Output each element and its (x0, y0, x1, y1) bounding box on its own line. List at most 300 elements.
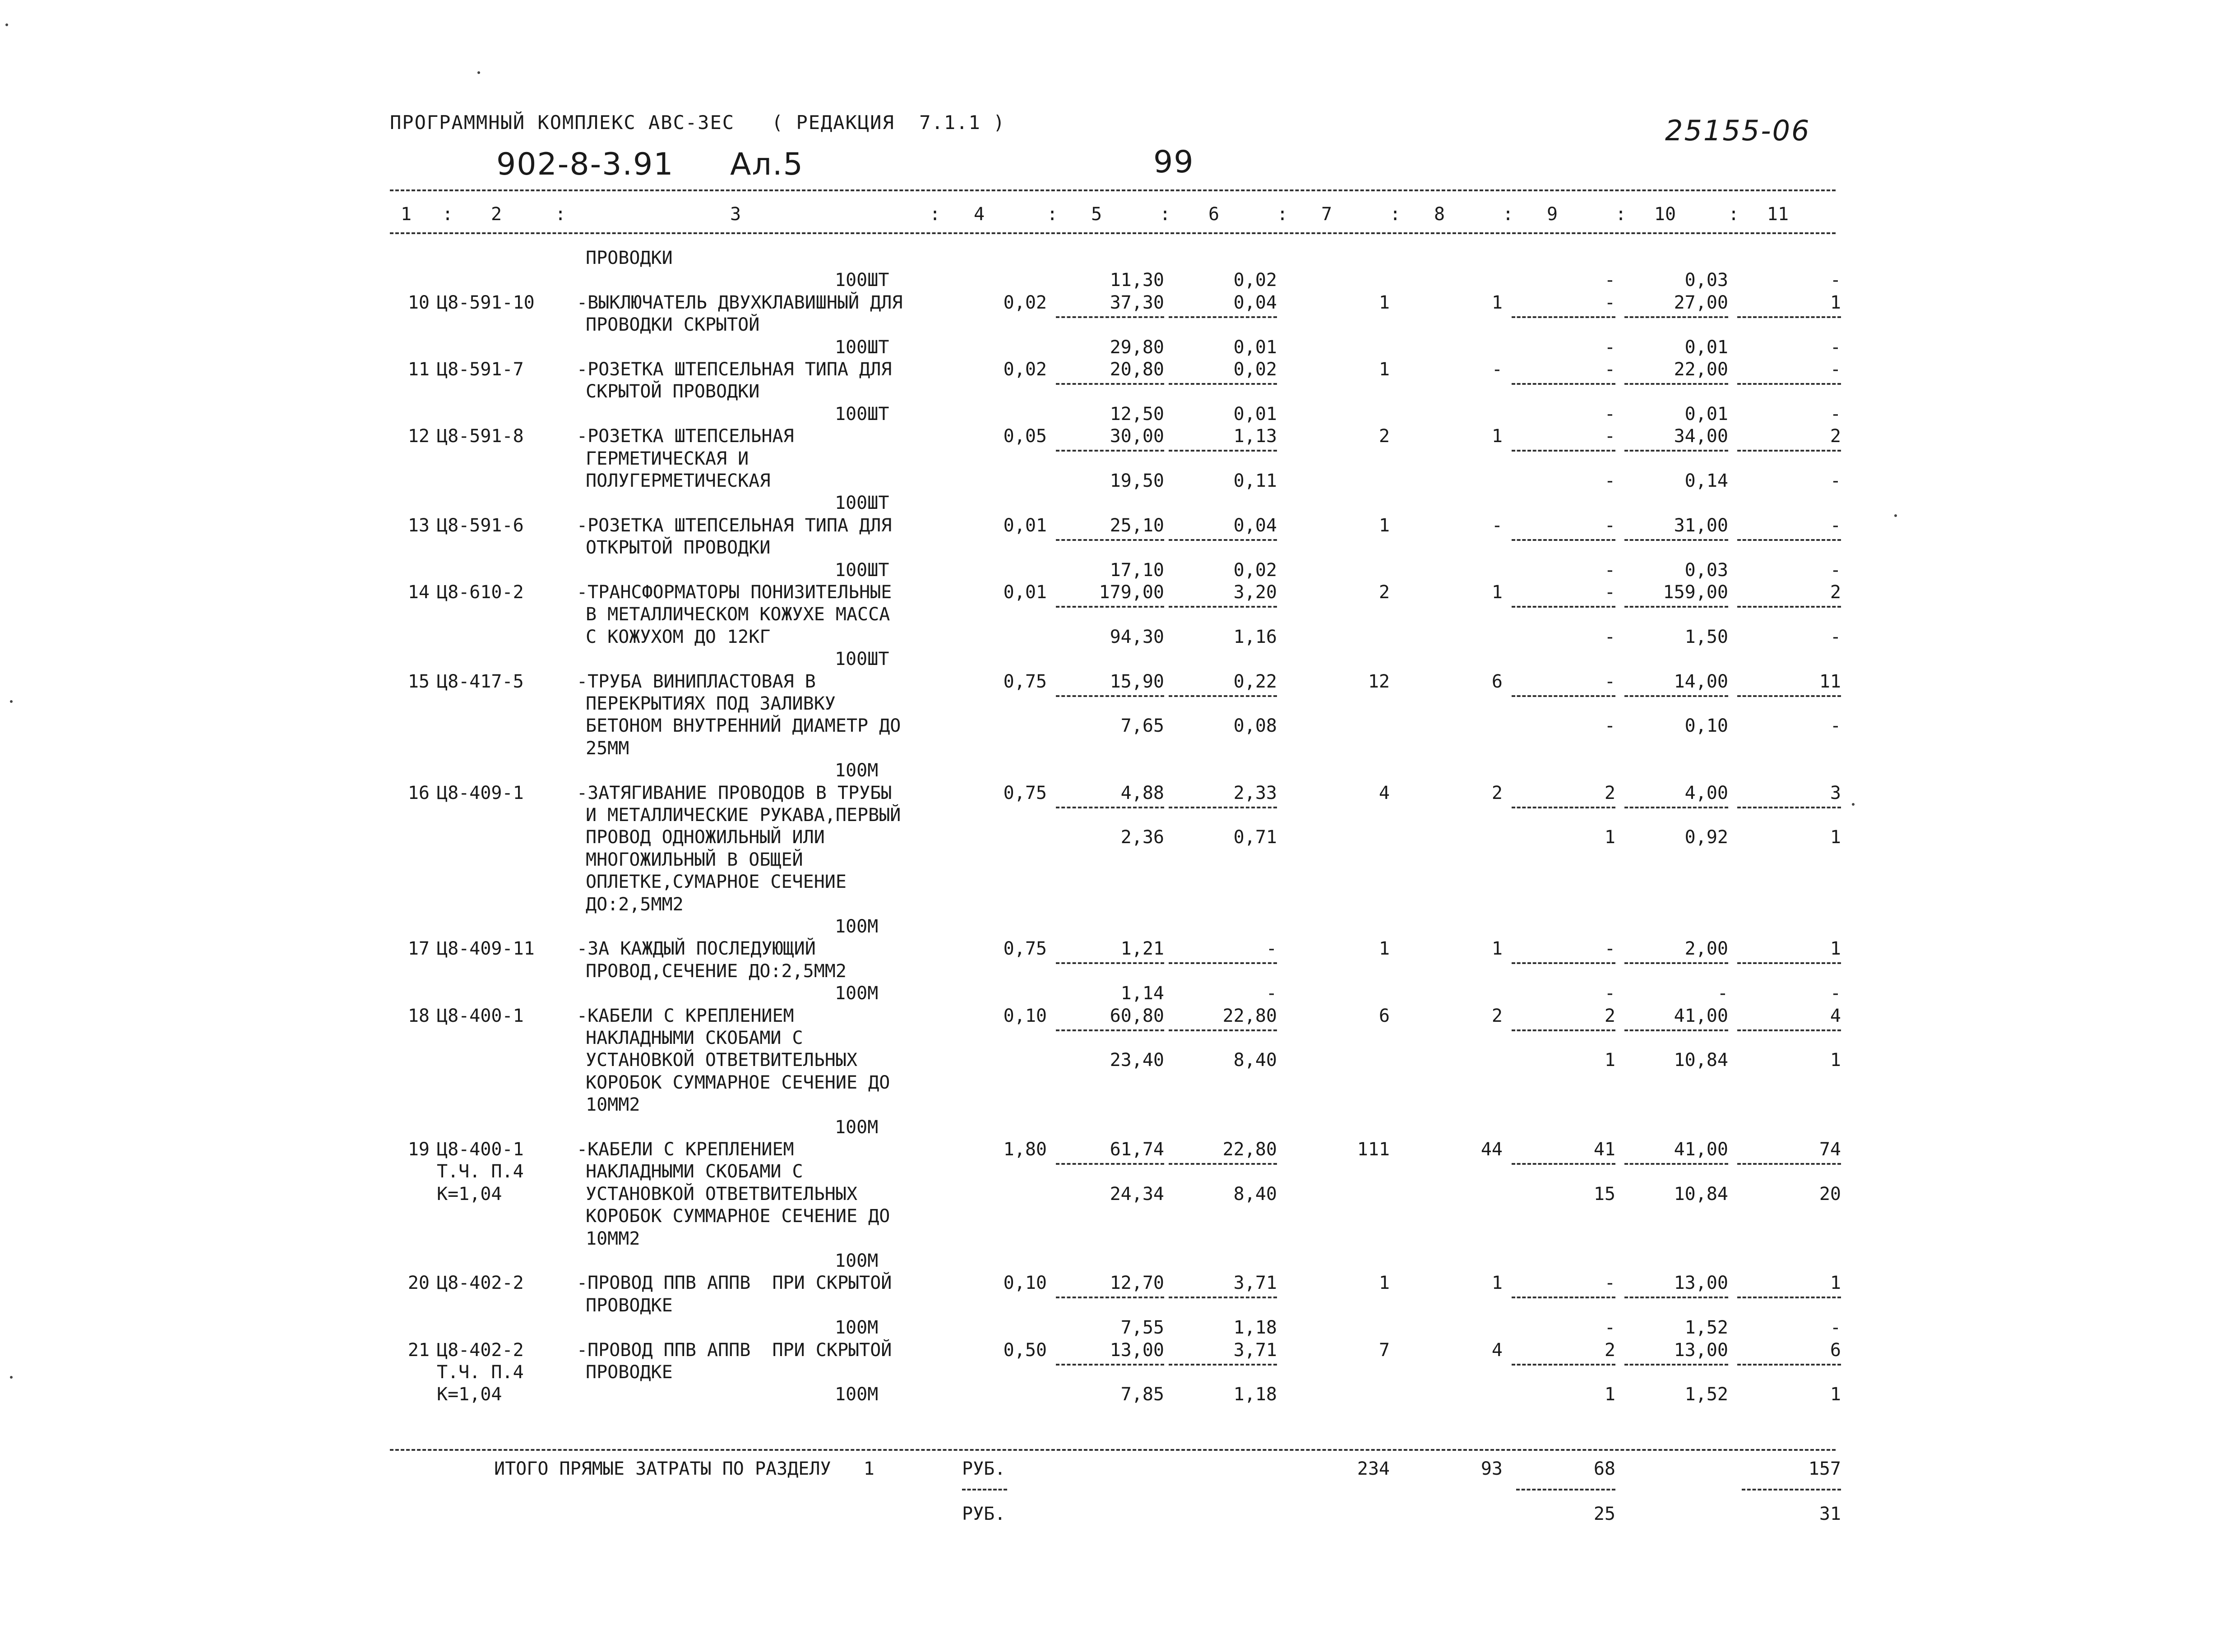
column-separator: : (1047, 204, 1058, 225)
cell-c5: 23,40 (1110, 1050, 1164, 1071)
cell-separator (1624, 1297, 1728, 1298)
cell-c7: 111 (1357, 1139, 1390, 1160)
cell-separator (1512, 539, 1615, 541)
cell-separator (1512, 1297, 1615, 1298)
cell-c11: - (1830, 515, 1841, 536)
cell-separator (1056, 316, 1164, 318)
column-separator: : (930, 204, 941, 225)
cell-c6: 0,04 (1233, 515, 1277, 536)
cell-c9: - (1604, 1317, 1615, 1338)
cell-c10: - (1717, 983, 1728, 1004)
cell-c11: 2 (1830, 582, 1841, 603)
column-number: 5 (1091, 204, 1102, 225)
work-description: ПРОВОДКЕ (586, 1295, 673, 1316)
cell-c10: 14,00 (1674, 671, 1728, 692)
cell-c4: 0,50 (1003, 1340, 1047, 1361)
work-description: -РОЗЕТКА ШТЕПСЕЛЬНАЯ ТИПА ДЛЯ (577, 515, 892, 536)
column-separator: : (1277, 204, 1288, 225)
cell-c5: 25,10 (1110, 515, 1164, 536)
cell-c7: 1 (1379, 938, 1390, 959)
cell-separator (1624, 450, 1728, 452)
cell-c11: 1 (1830, 1273, 1841, 1293)
totals-col9-sub: 25 (1593, 1504, 1615, 1524)
totals-currency-2: РУБ. (962, 1504, 1006, 1524)
column-separator: : (1615, 204, 1627, 225)
cell-c11: - (1830, 1317, 1841, 1338)
cell-c4: 1,80 (1003, 1139, 1047, 1160)
cell-c9: - (1604, 404, 1615, 425)
cell-c6: 0,02 (1233, 270, 1277, 291)
cell-separator (1737, 695, 1841, 697)
cell-c5: 37,30 (1110, 292, 1164, 313)
column-number: 9 (1546, 204, 1558, 225)
cell-c6: 0,02 (1233, 359, 1277, 380)
scan-speck (10, 700, 13, 703)
cell-c11: - (1830, 337, 1841, 358)
column-separator: : (1503, 204, 1514, 225)
cell-c10: 4,00 (1684, 783, 1728, 803)
cell-c4: 0,10 (1003, 1273, 1047, 1293)
cell-separator (1624, 606, 1728, 608)
norm-code: Ц8-591-8 (437, 426, 524, 447)
cell-separator (1512, 1163, 1615, 1165)
cell-c5: 1,21 (1120, 938, 1164, 959)
cell-c9: - (1604, 426, 1615, 447)
cell-c9: 1 (1604, 827, 1615, 848)
cell-c7: 1 (1379, 515, 1390, 536)
cell-separator (1512, 606, 1615, 608)
cell-c9: - (1604, 1273, 1615, 1293)
cell-c4: 0,75 (1003, 783, 1047, 803)
cell-separator (1056, 1297, 1164, 1298)
page-number: 99 (1153, 144, 1194, 180)
work-description: ПРОВОДКЕ (586, 1362, 673, 1383)
cell-c8: 1 (1491, 426, 1503, 447)
norm-code: К=1,04 (437, 1184, 502, 1204)
cell-c5: 7,65 (1120, 715, 1164, 736)
cell-c9: - (1604, 938, 1615, 959)
cell-separator (1737, 962, 1841, 964)
cell-c9: - (1604, 560, 1615, 581)
cell-c5: 24,34 (1110, 1184, 1164, 1204)
cell-c10: 13,00 (1674, 1273, 1728, 1293)
cell-c7: 12 (1368, 671, 1390, 692)
unit-label: 100М (835, 1117, 879, 1138)
unit-label: 100М (835, 1384, 879, 1405)
cell-c6: 8,40 (1233, 1184, 1277, 1204)
unit-label: 100М (835, 983, 879, 1004)
cell-separator (1512, 316, 1615, 318)
cell-c10: 10,84 (1674, 1050, 1728, 1071)
work-description: -КАБЕЛИ С КРЕПЛЕНИЕМ (577, 1139, 794, 1160)
column-number: 1 (400, 204, 412, 225)
cell-c5: 60,80 (1110, 1006, 1164, 1026)
column-number: 6 (1208, 204, 1220, 225)
cell-separator (1512, 450, 1615, 452)
cell-c5: 7,55 (1120, 1317, 1164, 1338)
cell-c10: 1,52 (1684, 1384, 1728, 1405)
norm-code: Ц8-591-6 (437, 515, 524, 536)
sheet-label: Ал.5 (730, 147, 804, 182)
cell-separator (1512, 383, 1615, 385)
cell-c10: 0,01 (1684, 337, 1728, 358)
work-description: -ВЫКЛЮЧАТЕЛЬ ДВУХКЛАВИШНЫЙ ДЛЯ (577, 292, 903, 313)
cell-c6: 0,22 (1233, 671, 1277, 692)
cell-separator (1056, 1163, 1164, 1165)
cell-separator (1624, 539, 1728, 541)
totals-col7: 234 (1357, 1458, 1390, 1479)
cell-separator (1737, 1163, 1841, 1165)
cell-c7: 7 (1379, 1340, 1390, 1361)
cell-c8: 2 (1491, 783, 1503, 803)
work-description: СКРЫТОЙ ПРОВОДКИ (586, 381, 760, 402)
cell-c9: 2 (1604, 783, 1615, 803)
totals-currency: РУБ. (962, 1458, 1006, 1479)
cell-separator (1624, 1163, 1728, 1165)
unit-label: 100ШТ (835, 560, 889, 581)
work-description: И МЕТАЛЛИЧЕСКИЕ РУКАВА,ПЕРВЫЙ (586, 805, 901, 826)
cell-separator (1624, 316, 1728, 318)
cell-c5: 29,80 (1110, 337, 1164, 358)
cell-c5: 19,50 (1110, 471, 1164, 491)
cell-c11: 1 (1830, 1050, 1841, 1071)
cell-c10: 1,52 (1684, 1317, 1728, 1338)
cell-c4: 0,75 (1003, 671, 1047, 692)
work-description: С КОЖУХОМ ДО 12КГ (586, 627, 771, 647)
cell-c11: - (1830, 270, 1841, 291)
totals-rule (390, 1449, 1836, 1451)
column-number: 2 (490, 204, 502, 225)
work-description: УСТАНОВКОЙ ОТВЕТВИТЕЛЬНЫХ (586, 1184, 858, 1204)
cell-c6: 3,20 (1233, 582, 1277, 603)
cell-separator (1169, 695, 1277, 697)
cell-separator (1056, 962, 1164, 964)
cell-separator (1056, 539, 1164, 541)
cell-c8: 1 (1491, 938, 1503, 959)
work-description: 10ММ2 (586, 1094, 640, 1115)
cell-c8: - (1491, 515, 1503, 536)
column-number: 8 (1434, 204, 1445, 225)
cell-c9: - (1604, 671, 1615, 692)
cell-c4: 0,75 (1003, 938, 1047, 959)
cell-c11: 3 (1830, 783, 1841, 803)
cell-separator (1737, 539, 1841, 541)
scan-speck (5, 23, 8, 26)
work-description: -ПРОВОД ППВ АППВ ПРИ СКРЫТОЙ (577, 1273, 892, 1293)
header-rule-top (390, 189, 1836, 191)
work-description: ОТКРЫТОЙ ПРОВОДКИ (586, 537, 771, 558)
cell-c11: - (1830, 560, 1841, 581)
work-description: -ЗАТЯГИВАНИЕ ПРОВОДОВ В ТРУБЫ (577, 783, 892, 803)
column-separator: : (555, 204, 566, 225)
cell-c10: 41,00 (1674, 1139, 1728, 1160)
cell-c10: 0,92 (1684, 827, 1728, 848)
cell-separator (1169, 316, 1277, 318)
column-number: 11 (1767, 204, 1789, 225)
cell-c5: 20,80 (1110, 359, 1164, 380)
cell-c11: 1 (1830, 938, 1841, 959)
work-description: -КАБЕЛИ С КРЕПЛЕНИЕМ (577, 1006, 794, 1026)
unit-label: 100ШТ (835, 649, 889, 669)
cell-c10: 2,00 (1684, 938, 1728, 959)
cell-c7: 6 (1379, 1006, 1390, 1026)
cell-c4: 0,10 (1003, 1006, 1047, 1026)
cell-c9: 2 (1604, 1006, 1615, 1026)
cell-c10: 10,84 (1674, 1184, 1728, 1204)
column-separator: : (442, 204, 453, 225)
column-number: 10 (1654, 204, 1676, 225)
cell-separator (1056, 807, 1164, 808)
cell-separator (1512, 1029, 1615, 1031)
totals-col8: 93 (1480, 1458, 1503, 1479)
work-description: 10ММ2 (586, 1228, 640, 1249)
cell-c5: 7,85 (1120, 1384, 1164, 1405)
scan-speck (1852, 803, 1855, 806)
totals-col11-rule (1742, 1489, 1841, 1490)
cell-c6: 22,80 (1222, 1139, 1277, 1160)
cell-separator (1737, 316, 1841, 318)
work-description: -ЗА КАЖДЫЙ ПОСЛЕДУЮЩИЙ (577, 938, 816, 959)
cell-separator (1169, 1163, 1277, 1165)
cell-c6: 2,33 (1233, 783, 1277, 803)
cell-c8: 4 (1491, 1340, 1503, 1361)
cell-separator (1169, 1364, 1277, 1366)
totals-col11-sub: 31 (1819, 1504, 1841, 1524)
cell-c5: 15,90 (1110, 671, 1164, 692)
cell-c4: 0,01 (1003, 582, 1047, 603)
cell-separator (1169, 962, 1277, 964)
norm-code: Т.Ч. П.4 (437, 1161, 524, 1182)
work-description: КОРОБОК СУММАРНОЕ СЕЧЕНИЕ ДО (586, 1206, 890, 1227)
cell-c6: 0,01 (1233, 404, 1277, 425)
work-description: ПЕРЕКРЫТИЯХ ПОД ЗАЛИВКУ (586, 693, 836, 714)
cell-c7: 1 (1379, 1273, 1390, 1293)
row-number: 17 (407, 938, 430, 959)
cell-separator (1624, 962, 1728, 964)
cell-c9: - (1604, 292, 1615, 313)
cell-separator (1737, 383, 1841, 385)
header-rule-bottom (390, 232, 1836, 234)
cell-c9: 2 (1604, 1340, 1615, 1361)
cell-c5: 12,50 (1110, 404, 1164, 425)
cell-c5: 30,00 (1110, 426, 1164, 447)
cell-separator (1737, 1029, 1841, 1031)
norm-code: Ц8-591-10 (437, 292, 535, 313)
cell-c7: 2 (1379, 426, 1390, 447)
cell-c10: 0,10 (1684, 715, 1728, 736)
cell-c10: 27,00 (1674, 292, 1728, 313)
cell-c4: 0,02 (1003, 292, 1047, 313)
work-description: В МЕТАЛЛИЧЕСКОМ КОЖУХЕ МАССА (586, 604, 890, 625)
scan-speck (477, 71, 480, 74)
cell-separator (1737, 1297, 1841, 1298)
totals-col11: 157 (1808, 1458, 1841, 1479)
cell-c6: 0,04 (1233, 292, 1277, 313)
work-description: ПРОВОД,СЕЧЕНИЕ ДО:2,5ММ2 (586, 961, 847, 982)
cell-c11: 1 (1830, 1384, 1841, 1405)
work-description: -РОЗЕТКА ШТЕПСЕЛЬНАЯ (577, 426, 794, 447)
row-number: 16 (407, 783, 430, 803)
norm-code: Ц8-402-2 (437, 1340, 524, 1361)
work-description: ПРОВОД ОДНОЖИЛЬНЫЙ ИЛИ (586, 827, 825, 848)
work-description: ГЕРМЕТИЧЕСКАЯ И (586, 448, 749, 469)
norm-code: Ц8-402-2 (437, 1273, 524, 1293)
cell-separator (1056, 1364, 1164, 1366)
cell-c8: 1 (1491, 292, 1503, 313)
cell-separator (1624, 1029, 1728, 1031)
work-description: ОПЛЕТКЕ,СУМАРНОЕ СЕЧЕНИЕ (586, 872, 847, 892)
cell-separator (1169, 1029, 1277, 1031)
cell-c8: 1 (1491, 582, 1503, 603)
cell-c9: - (1604, 471, 1615, 491)
cell-c11: 11 (1819, 671, 1841, 692)
row-number: 13 (407, 515, 430, 536)
cell-c6: 0,01 (1233, 337, 1277, 358)
cell-c11: - (1830, 983, 1841, 1004)
cell-separator (1169, 807, 1277, 808)
cell-separator (1169, 450, 1277, 452)
cell-c5: 61,74 (1110, 1139, 1164, 1160)
cell-c5: 12,70 (1110, 1273, 1164, 1293)
cell-c10: 41,00 (1674, 1006, 1728, 1026)
cell-c6: 3,71 (1233, 1340, 1277, 1361)
cell-c6: 1,16 (1233, 627, 1277, 647)
cell-c10: 31,00 (1674, 515, 1728, 536)
row-number: 19 (407, 1139, 430, 1160)
row-number: 14 (407, 582, 430, 603)
unit-label: 100М (835, 916, 879, 937)
row-number: 15 (407, 671, 430, 692)
cell-c9: - (1604, 270, 1615, 291)
cell-c6: 8,40 (1233, 1050, 1277, 1071)
cell-c8: 6 (1491, 671, 1503, 692)
unit-label: 100ШТ (835, 337, 889, 358)
norm-code: Ц8-409-1 (437, 783, 524, 803)
cell-separator (1056, 450, 1164, 452)
cell-c9: - (1604, 582, 1615, 603)
row-number: 12 (407, 426, 430, 447)
work-description: ПРОВОДКИ (586, 248, 673, 268)
cell-separator (1512, 695, 1615, 697)
norm-code: Ц8-610-2 (437, 582, 524, 603)
totals-label: ИТОГО ПРЯМЫЕ ЗАТРАТЫ ПО РАЗДЕЛУ 1 (494, 1458, 874, 1479)
unit-label: 100М (835, 760, 879, 781)
cell-c7: 1 (1379, 292, 1390, 313)
row-number: 10 (407, 292, 430, 313)
cell-c9: 41 (1593, 1139, 1615, 1160)
cell-separator (1624, 1364, 1728, 1366)
cell-c10: 0,03 (1684, 560, 1728, 581)
norm-code: Ц8-417-5 (437, 671, 524, 692)
unit-label: 100ШТ (835, 493, 889, 513)
cell-c7: 4 (1379, 783, 1390, 803)
cell-c5: 4,88 (1120, 783, 1164, 803)
unit-label: 100М (835, 1317, 879, 1338)
cell-separator (1512, 962, 1615, 964)
cell-c5: 13,00 (1110, 1340, 1164, 1361)
scan-speck (10, 1376, 13, 1379)
cell-separator (1624, 695, 1728, 697)
cell-c10: 1,50 (1684, 627, 1728, 647)
column-number: 7 (1321, 204, 1332, 225)
cell-c6: 0,08 (1233, 715, 1277, 736)
row-number: 11 (407, 359, 430, 380)
program-header: ПРОГРАММНЫЙ КОМПЛЕКС АВС-ЗЕС ( РЕДАКЦИЯ 7.1.1 ) (390, 111, 1006, 134)
unit-label: 100ШТ (835, 404, 889, 425)
cell-c5: 2,36 (1120, 827, 1164, 848)
work-description: МНОГОЖИЛЬНЫЙ В ОБЩЕЙ (586, 849, 803, 870)
cell-c11: 74 (1819, 1139, 1841, 1160)
cell-separator (1169, 606, 1277, 608)
work-description: ПРОВОДКИ СКРЫТОЙ (586, 314, 760, 335)
cell-c11: 20 (1819, 1184, 1841, 1204)
cell-c6: 22,80 (1222, 1006, 1277, 1026)
cell-c6: - (1266, 938, 1277, 959)
cell-separator (1056, 695, 1164, 697)
cell-c4: 0,01 (1003, 515, 1047, 536)
column-separator: : (1390, 204, 1401, 225)
column-number: 4 (973, 204, 985, 225)
cell-c9: - (1604, 515, 1615, 536)
column-number: 3 (730, 204, 741, 225)
column-separator: : (1728, 204, 1739, 225)
cell-c5: 1,14 (1120, 983, 1164, 1004)
cell-c11: 1 (1830, 292, 1841, 313)
cell-c4: 0,05 (1003, 426, 1047, 447)
work-description: БЕТОНОМ ВНУТРЕННИЙ ДИАМЕТР ДО (586, 715, 901, 736)
cell-c11: - (1830, 359, 1841, 380)
cell-separator (1169, 1297, 1277, 1298)
cell-c8: - (1491, 359, 1503, 380)
cell-c9: - (1604, 983, 1615, 1004)
cell-c9: 1 (1604, 1050, 1615, 1071)
cell-c10: 34,00 (1674, 426, 1728, 447)
norm-code: Ц8-409-11 (437, 938, 535, 959)
cell-c10: 13,00 (1674, 1340, 1728, 1361)
cell-c9: - (1604, 337, 1615, 358)
cell-c6: - (1266, 983, 1277, 1004)
norm-code: Ц8-591-7 (437, 359, 524, 380)
cell-c11: - (1830, 627, 1841, 647)
cell-separator (1624, 807, 1728, 808)
cell-c7: 1 (1379, 359, 1390, 380)
work-description: -ПРОВОД ППВ АППВ ПРИ СКРЫТОЙ (577, 1340, 892, 1361)
totals-col9: 68 (1593, 1458, 1615, 1479)
cell-separator (1056, 1029, 1164, 1031)
cell-c11: - (1830, 471, 1841, 491)
cell-separator (1169, 539, 1277, 541)
document-number: 902-8-3.91 (496, 147, 674, 182)
cell-c6: 1,13 (1233, 426, 1277, 447)
cell-separator (1737, 606, 1841, 608)
norm-code: К=1,04 (437, 1384, 502, 1405)
work-description: -РОЗЕТКА ШТЕПСЕЛЬНАЯ ТИПА ДЛЯ (577, 359, 892, 380)
work-description: НАКЛАДНЫМИ СКОБАМИ С (586, 1161, 803, 1182)
norm-code: Ц8-400-1 (437, 1006, 524, 1026)
cell-c10: 0,14 (1684, 471, 1728, 491)
work-description: ДО:2,5ММ2 (586, 894, 684, 915)
cell-c4: 0,02 (1003, 359, 1047, 380)
unit-label: 100М (835, 1251, 879, 1271)
totals-currency-rule (962, 1489, 1007, 1490)
work-description: КОРОБОК СУММАРНОЕ СЕЧЕНИЕ ДО (586, 1072, 890, 1093)
cell-c9: 15 (1593, 1184, 1615, 1204)
work-description: -ТРУБА ВИНИПЛАСТОВАЯ В (577, 671, 816, 692)
work-description: НАКЛАДНЫМИ СКОБАМИ С (586, 1028, 803, 1048)
column-separator: : (1160, 204, 1171, 225)
cell-separator (1737, 450, 1841, 452)
cell-c8: 44 (1480, 1139, 1503, 1160)
